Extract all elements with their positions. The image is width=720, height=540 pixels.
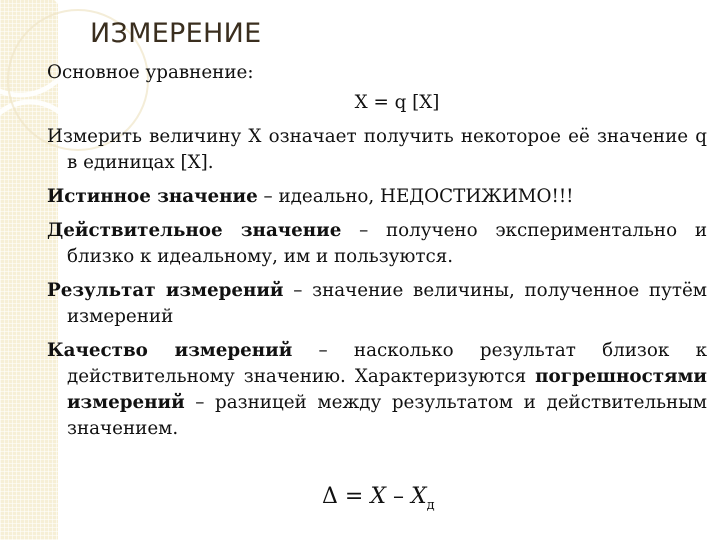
page-title: ИЗМЕРЕНИЕ — [90, 18, 262, 49]
paragraph-actual-value: Действительное значение – получено экспериментально и близко к идеальному, им и пользуются. — [47, 220, 707, 267]
error-formula: $\Delta = X - X_д$ — [322, 484, 435, 513]
slide-body — [47, 60, 707, 450]
term-measurement-quality: Качество измерений — [47, 340, 293, 361]
term-actual-value: Действительное значение — [47, 220, 342, 241]
term-true-value: Истинное значение — [47, 186, 258, 207]
paragraph-true-value: Истинное значение – идеально, НЕДОСТИЖИМО!!! — [47, 186, 574, 207]
intro-line: Основное уравнение: — [47, 62, 254, 83]
paragraph-measurement-result: Результат измерений – значение величины, полученное путём измерений — [47, 280, 707, 327]
paragraph-measurement-quality: Качество измерений – насколько результат близок к действительному значению. Характеризуются погрешностями измерений – разницей между результатом и действительным значением. — [47, 340, 707, 439]
main-equation: X = q [X] — [354, 92, 440, 113]
term-measurement-errors: погрешностями измерений — [67, 366, 707, 413]
term-measurement-result: Результат измерений — [47, 280, 284, 301]
paragraph-measure: Измерить величину X означает получить некоторое её значение q в единицах [X]. — [47, 126, 707, 173]
